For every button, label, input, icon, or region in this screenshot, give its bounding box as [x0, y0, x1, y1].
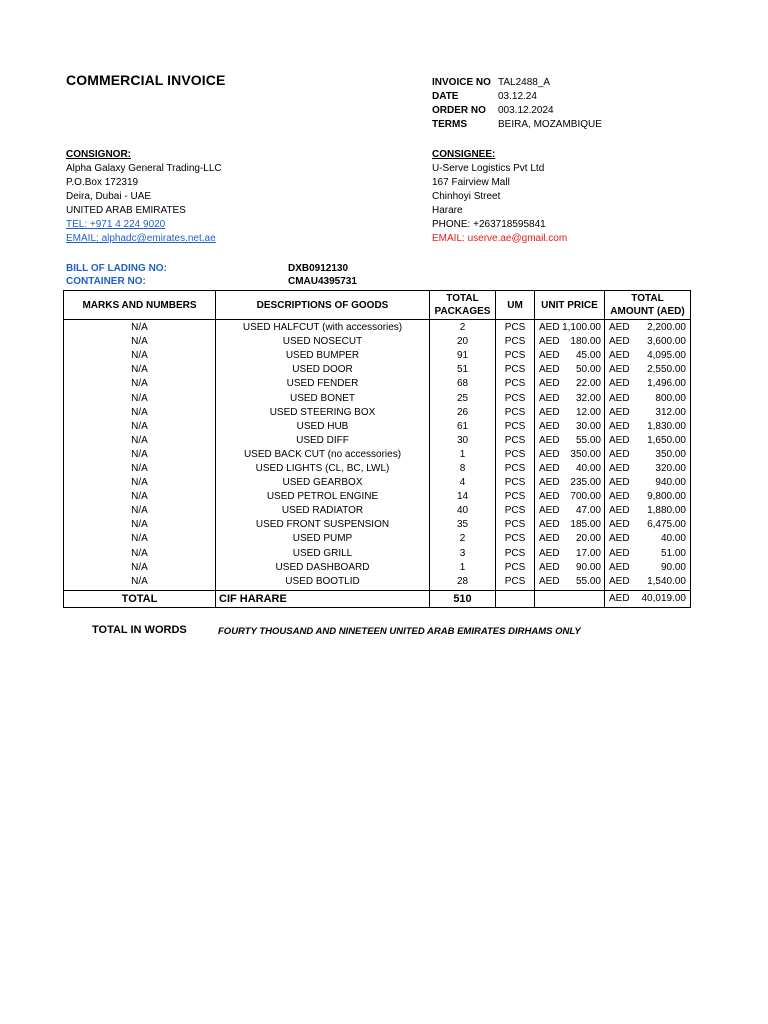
cell-price-value: 90.00 — [575, 561, 601, 573]
meta-label: TERMS — [432, 119, 467, 130]
meta-label: DATE — [432, 91, 459, 102]
meta-date — [432, 90, 602, 104]
cell-um: PCS — [496, 490, 535, 504]
table-row — [64, 575, 691, 591]
consignor-heading: CONSIGNOR: — [66, 149, 131, 160]
cell-unit-price — [535, 349, 605, 363]
cell-description: USED DASHBOARD — [216, 561, 430, 575]
cell-description: USED BONET — [216, 391, 430, 405]
cell-marks: N/A — [64, 476, 216, 490]
cell-price-currency: AED — [539, 576, 560, 588]
cell-price-currency: AED — [539, 448, 560, 460]
cell-amount-value: 2,200.00 — [647, 322, 686, 334]
cell-price-value: 185.00 — [570, 519, 601, 531]
total-packages: 510 — [430, 590, 496, 607]
total-price-empty — [535, 590, 605, 607]
cell-packages: 8 — [430, 462, 496, 476]
cell-unit-price — [535, 518, 605, 532]
cell-amount-currency: AED — [609, 364, 630, 376]
table-row — [64, 335, 691, 349]
cell-packages: 40 — [430, 504, 496, 518]
total-um-empty — [496, 590, 535, 607]
table-row — [64, 561, 691, 575]
consignor-block — [66, 148, 222, 246]
cell-amount — [605, 490, 691, 504]
cell-description: USED FENDER — [216, 377, 430, 391]
cell-price-value: 55.00 — [575, 434, 601, 446]
cell-unit-price — [535, 462, 605, 476]
container-label: CONTAINER NO: — [66, 276, 146, 287]
cell-amount — [605, 547, 691, 561]
cell-um: PCS — [496, 462, 535, 476]
cell-price-value: 32.00 — [575, 392, 601, 404]
cell-packages: 3 — [430, 547, 496, 561]
table-row — [64, 363, 691, 377]
meta-value: 03.12.24 — [498, 91, 537, 102]
table-row — [64, 377, 691, 391]
table-row — [64, 448, 691, 462]
cell-amount-value: 350.00 — [655, 448, 686, 460]
cell-amount-value: 1,880.00 — [647, 505, 686, 517]
header-unit-price: UNIT PRICE — [535, 291, 605, 320]
bill-of-lading-label: BILL OF LADING NO: — [66, 263, 167, 274]
consignee-email-link[interactable]: EMAIL: userve.ae@gmail.com — [432, 233, 568, 244]
invoice-meta — [432, 76, 602, 132]
cell-amount-currency: AED — [609, 519, 630, 531]
cell-marks: N/A — [64, 518, 216, 532]
cell-amount-value: 1,830.00 — [647, 420, 686, 432]
cell-price-value: 40.00 — [575, 462, 601, 474]
total-amount-cell — [605, 590, 691, 607]
cell-description: USED FRONT SUSPENSION — [216, 518, 430, 532]
cell-unit-price — [535, 363, 605, 377]
cell-packages: 68 — [430, 377, 496, 391]
cell-amount-currency: AED — [609, 547, 630, 559]
table-row — [64, 490, 691, 504]
cell-packages: 4 — [430, 476, 496, 490]
cell-amount — [605, 476, 691, 490]
cell-packages: 51 — [430, 363, 496, 377]
header-description: DESCRIPTIONS OF GOODS — [216, 291, 430, 320]
cell-unit-price — [535, 391, 605, 405]
cell-amount — [605, 377, 691, 391]
cell-marks: N/A — [64, 363, 216, 377]
header-marks: MARKS AND NUMBERS — [64, 291, 216, 320]
cell-amount — [605, 518, 691, 532]
table-row — [64, 518, 691, 532]
consignor-tel-link[interactable]: TEL: +971 4 224 9020 — [66, 219, 166, 230]
cell-description: USED DIFF — [216, 434, 430, 448]
cell-marks: N/A — [64, 335, 216, 349]
cell-um: PCS — [496, 547, 535, 561]
cell-marks: N/A — [64, 349, 216, 363]
cell-packages: 28 — [430, 575, 496, 591]
cell-unit-price — [535, 377, 605, 391]
consignee-address-line1: 167 Fairview Mall — [432, 177, 510, 188]
cell-price-currency: AED — [539, 350, 560, 362]
table-header-row — [64, 291, 691, 320]
meta-terms — [432, 118, 602, 132]
cell-unit-price — [535, 476, 605, 490]
cell-price-value: 350.00 — [570, 448, 601, 460]
cell-amount — [605, 434, 691, 448]
cell-price-value: 55.00 — [575, 576, 601, 588]
cell-price-value: 12.00 — [575, 406, 601, 418]
total-row — [64, 590, 691, 607]
cell-price-currency: AED — [539, 533, 560, 545]
cell-amount-currency: AED — [609, 533, 630, 545]
consignee-address-line2: Chinhoyi Street — [432, 191, 501, 202]
cell-price-value: 1,100.00 — [562, 321, 601, 333]
cell-marks: N/A — [64, 561, 216, 575]
cell-um: PCS — [496, 518, 535, 532]
cell-amount-currency: AED — [609, 477, 630, 489]
cell-marks: N/A — [64, 462, 216, 476]
cell-price-currency: AED — [539, 364, 560, 376]
header-amount-line2: AMOUNT (AED) — [610, 306, 685, 317]
cell-um: PCS — [496, 448, 535, 462]
items-table-body — [64, 320, 691, 591]
table-row — [64, 420, 691, 434]
consignee-block — [432, 148, 567, 246]
cell-description: USED BOOTLID — [216, 575, 430, 591]
meta-value: 003.12.2024 — [498, 105, 554, 116]
cell-amount — [605, 320, 691, 336]
cell-um: PCS — [496, 504, 535, 518]
cell-packages: 30 — [430, 434, 496, 448]
total-label: TOTAL — [64, 590, 216, 607]
cell-amount-value: 40.00 — [660, 533, 686, 545]
cell-price-value: 20.00 — [575, 533, 601, 545]
cell-amount — [605, 363, 691, 377]
cell-description: USED PUMP — [216, 532, 430, 546]
cell-price-value: 180.00 — [570, 336, 601, 348]
cell-packages: 26 — [430, 406, 496, 420]
cell-price-currency: AED — [539, 321, 560, 333]
cell-price-currency: AED — [539, 561, 560, 573]
cell-marks: N/A — [64, 420, 216, 434]
cell-um: PCS — [496, 335, 535, 349]
cell-price-value: 45.00 — [575, 350, 601, 362]
cell-price-value: 47.00 — [575, 505, 601, 517]
cell-unit-price — [535, 335, 605, 349]
cell-description: USED GRILL — [216, 547, 430, 561]
cell-description: USED HUB — [216, 420, 430, 434]
container-value: CMAU4395731 — [288, 276, 357, 287]
cell-packages: 1 — [430, 561, 496, 575]
cell-amount — [605, 349, 691, 363]
cell-unit-price — [535, 561, 605, 575]
cell-price-value: 235.00 — [570, 477, 601, 489]
header-amount — [605, 291, 691, 320]
cell-unit-price — [535, 434, 605, 448]
cell-marks: N/A — [64, 406, 216, 420]
cell-amount-currency: AED — [609, 336, 630, 348]
cell-um: PCS — [496, 391, 535, 405]
cell-price-value: 17.00 — [575, 547, 601, 559]
cell-price-currency: AED — [539, 392, 560, 404]
cell-packages: 20 — [430, 335, 496, 349]
cell-marks: N/A — [64, 391, 216, 405]
cell-price-value: 700.00 — [570, 491, 601, 503]
cell-price-currency: AED — [539, 547, 560, 559]
cell-amount-value: 1,496.00 — [647, 378, 686, 390]
cell-unit-price — [535, 575, 605, 591]
cell-amount-currency: AED — [609, 491, 630, 503]
table-row — [64, 547, 691, 561]
cell-amount — [605, 448, 691, 462]
cell-price-currency: AED — [539, 434, 560, 446]
meta-label: ORDER NO — [432, 105, 486, 116]
cell-amount-value: 6,475.00 — [647, 519, 686, 531]
cell-price-currency: AED — [539, 378, 560, 390]
cell-price-value: 50.00 — [575, 364, 601, 376]
consignee-name: U-Serve Logistics Pvt Ltd — [432, 163, 545, 174]
table-row — [64, 434, 691, 448]
cell-packages: 61 — [430, 420, 496, 434]
consignor-name: Alpha Galaxy General Trading-LLC — [66, 163, 222, 174]
cell-description: USED DOOR — [216, 363, 430, 377]
cell-packages: 25 — [430, 391, 496, 405]
bill-of-lading-value: DXB0912130 — [288, 263, 349, 274]
consignee-heading: CONSIGNEE: — [432, 149, 496, 160]
cell-um: PCS — [496, 349, 535, 363]
cell-amount-currency: AED — [609, 448, 630, 460]
cell-marks: N/A — [64, 448, 216, 462]
cell-marks: N/A — [64, 490, 216, 504]
cell-description: USED PETROL ENGINE — [216, 490, 430, 504]
cell-amount-currency: AED — [609, 420, 630, 432]
cell-unit-price — [535, 320, 605, 336]
cell-amount-value: 51.00 — [660, 547, 686, 559]
cell-unit-price — [535, 547, 605, 561]
cell-price-value: 22.00 — [575, 378, 601, 390]
cell-price-currency: AED — [539, 491, 560, 503]
cell-marks: N/A — [64, 547, 216, 561]
consignor-po-box: P.O.Box 172319 — [66, 177, 139, 188]
table-row — [64, 320, 691, 336]
meta-order-no — [432, 104, 602, 118]
cell-amount — [605, 532, 691, 546]
cell-marks: N/A — [64, 320, 216, 336]
cell-amount — [605, 391, 691, 405]
cell-um: PCS — [496, 434, 535, 448]
cell-amount-value: 312.00 — [655, 406, 686, 418]
consignor-city: Deira, Dubai - UAE — [66, 191, 152, 202]
cell-amount — [605, 462, 691, 476]
cell-price-currency: AED — [539, 420, 560, 432]
cell-amount-value: 4,095.00 — [647, 350, 686, 362]
cell-um: PCS — [496, 363, 535, 377]
cell-unit-price — [535, 420, 605, 434]
cell-um: PCS — [496, 320, 535, 336]
cell-amount — [605, 504, 691, 518]
cell-unit-price — [535, 504, 605, 518]
cell-um: PCS — [496, 532, 535, 546]
meta-label: INVOICE NO — [432, 77, 491, 88]
cell-um: PCS — [496, 377, 535, 391]
cell-amount — [605, 561, 691, 575]
consignor-country: UNITED ARAB EMIRATES — [66, 205, 186, 216]
shipping-labels — [66, 262, 167, 288]
cell-price-currency: AED — [539, 477, 560, 489]
cell-amount-currency: AED — [609, 392, 630, 404]
cell-marks: N/A — [64, 575, 216, 591]
cell-amount-value: 3,600.00 — [647, 336, 686, 348]
cell-packages: 1 — [430, 448, 496, 462]
cell-packages: 14 — [430, 490, 496, 504]
cell-packages: 2 — [430, 320, 496, 336]
cell-amount — [605, 406, 691, 420]
cell-unit-price — [535, 490, 605, 504]
table-row — [64, 532, 691, 546]
header-packages — [430, 291, 496, 320]
cell-marks: N/A — [64, 377, 216, 391]
header-packages-line1: TOTAL — [446, 293, 479, 304]
table-row — [64, 391, 691, 405]
cell-price-currency: AED — [539, 519, 560, 531]
cell-marks: N/A — [64, 434, 216, 448]
table-row — [64, 406, 691, 420]
document-title: COMMERCIAL INVOICE — [66, 72, 226, 88]
cell-description: USED GEARBOX — [216, 476, 430, 490]
meta-value: BEIRA, MOZAMBIQUE — [498, 119, 602, 130]
cell-price-currency: AED — [539, 336, 560, 348]
meta-value: TAL2488_A — [498, 77, 551, 88]
cell-unit-price — [535, 406, 605, 420]
cell-amount-currency: AED — [609, 561, 630, 573]
cell-unit-price — [535, 532, 605, 546]
cell-description: USED LIGHTS (CL, BC, LWL) — [216, 462, 430, 476]
cell-packages: 35 — [430, 518, 496, 532]
cell-price-currency: AED — [539, 505, 560, 517]
cell-um: PCS — [496, 406, 535, 420]
total-in-words-label: TOTAL IN WORDS — [92, 624, 187, 636]
consignee-city: Harare — [432, 205, 463, 216]
cell-amount-currency: AED — [609, 322, 630, 334]
consignee-phone: PHONE: +263718595841 — [432, 219, 546, 230]
cell-description: USED STEERING BOX — [216, 406, 430, 420]
cell-price-currency: AED — [539, 462, 560, 474]
cell-amount-currency: AED — [609, 406, 630, 418]
total-amount: 40,019.00 — [641, 592, 686, 604]
cell-amount-currency: AED — [609, 462, 630, 474]
cell-packages: 2 — [430, 532, 496, 546]
total-currency: AED — [609, 592, 630, 604]
header-um: UM — [496, 291, 535, 320]
cell-packages: 91 — [430, 349, 496, 363]
cell-amount-currency: AED — [609, 505, 630, 517]
meta-invoice-no — [432, 76, 602, 90]
cell-amount-value: 320.00 — [655, 462, 686, 474]
total-in-words-value: FOURTY THOUSAND AND NINETEEN UNITED ARAB EMIRATES DIRHAMS ONLY — [218, 626, 581, 637]
cell-description: USED RADIATOR — [216, 504, 430, 518]
cell-amount-value: 800.00 — [655, 392, 686, 404]
table-row — [64, 349, 691, 363]
header-amount-line1: TOTAL — [631, 293, 664, 304]
cell-amount-currency: AED — [609, 575, 630, 587]
cell-amount — [605, 335, 691, 349]
cell-description: USED BACK CUT (no accessories) — [216, 448, 430, 462]
cell-description: USED BUMPER — [216, 349, 430, 363]
items-table — [63, 290, 691, 608]
cell-description: USED HALFCUT (with accessories) — [216, 320, 430, 336]
cell-um: PCS — [496, 561, 535, 575]
cell-amount-currency: AED — [609, 350, 630, 362]
cell-marks: N/A — [64, 504, 216, 518]
cell-unit-price — [535, 448, 605, 462]
cell-price-currency: AED — [539, 406, 560, 418]
cell-amount — [605, 575, 691, 591]
cell-amount-value: 90.00 — [660, 561, 686, 573]
total-terms: CIF HARARE — [216, 590, 430, 607]
shipping-values — [288, 262, 357, 288]
cell-um: PCS — [496, 575, 535, 591]
table-row — [64, 462, 691, 476]
cell-um: PCS — [496, 420, 535, 434]
cell-amount-value: 1,540.00 — [647, 575, 686, 587]
cell-amount — [605, 420, 691, 434]
cell-amount-currency: AED — [609, 378, 630, 390]
header-packages-line2: PACKAGES — [434, 306, 491, 317]
cell-amount-value: 940.00 — [655, 477, 686, 489]
table-row — [64, 504, 691, 518]
cell-price-value: 30.00 — [575, 420, 601, 432]
cell-amount-currency: AED — [609, 434, 630, 446]
cell-amount-value: 9,800.00 — [647, 491, 686, 503]
cell-amount-value: 1,650.00 — [647, 434, 686, 446]
cell-um: PCS — [496, 476, 535, 490]
cell-description: USED NOSECUT — [216, 335, 430, 349]
cell-marks: N/A — [64, 532, 216, 546]
consignor-email-link[interactable]: EMAIL: alphadc@emirates.net.ae — [66, 233, 216, 244]
cell-amount-value: 2,550.00 — [647, 364, 686, 376]
table-row — [64, 476, 691, 490]
